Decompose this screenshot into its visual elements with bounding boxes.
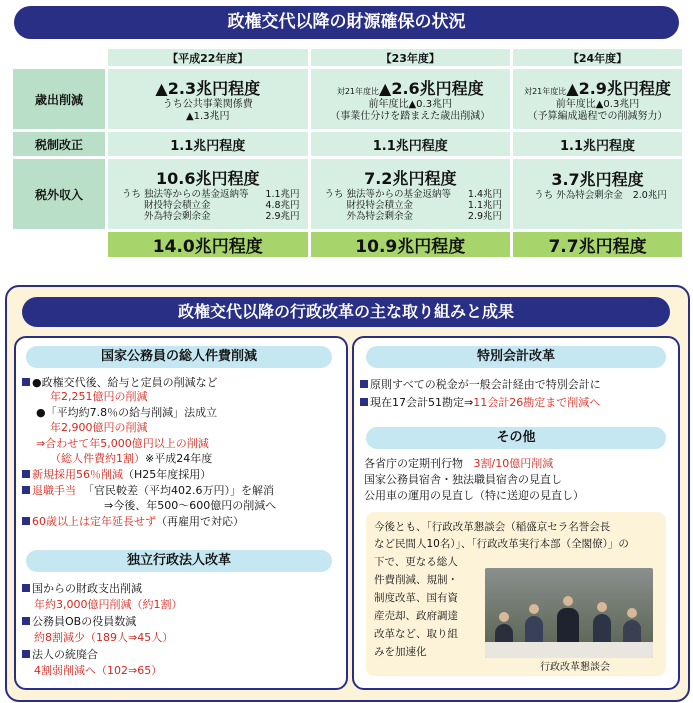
photo-table (485, 642, 653, 658)
spending-fy24 (513, 69, 682, 129)
table-corner (13, 49, 105, 66)
item-label: 財投特会積立金 (144, 200, 211, 211)
list-item (311, 200, 511, 211)
nontax-row (13, 159, 682, 229)
personnel-line: 年2,251億円の削減 (50, 390, 148, 403)
line-text: 現在17会計51勘定⇒ (370, 396, 474, 409)
spending-fy22-value: ▲2.3兆円程度 (155, 78, 261, 98)
bullet-square-icon (22, 378, 30, 386)
note-line: 下で、更なる総人 (374, 556, 458, 568)
agency-line (22, 615, 136, 629)
spending-fy24-value: ▲2.9兆円程度 (566, 78, 671, 98)
spending-fy22 (108, 69, 308, 129)
bullet-square-icon (22, 517, 30, 525)
spending-fy23 (311, 69, 511, 129)
list-item (513, 190, 682, 201)
nontax-row-label: 税外収入 (13, 159, 105, 229)
personnel-line (50, 452, 212, 466)
totals-corner (13, 232, 105, 257)
photo-caption: 行政改革懇談会 (540, 662, 610, 673)
note-line: みを加速化 (374, 646, 427, 658)
photo-figure-head (627, 608, 637, 618)
nontax-fy23 (311, 159, 511, 229)
spending-fy23-sub2: （事業仕分けを踏まえた歳出削減） (330, 110, 491, 122)
spending-fy22-sub1: うち公共事業関係費 (162, 98, 253, 110)
table-header-row (13, 49, 682, 66)
bullet-square-icon (360, 380, 368, 388)
item-label: 外為特会剰余金 (144, 211, 211, 222)
photo-figure-head (499, 612, 509, 622)
spending-fy24-sub2: （予算編成過程での削減努力） (527, 110, 668, 122)
line-text: 11会計26勘定まで削減へ (473, 396, 601, 409)
other-line: 公用車の運用の見直し（特に送迎の見直し） (364, 489, 584, 502)
list-item (108, 189, 308, 200)
special-line (360, 378, 601, 392)
bullet-square-icon (22, 486, 30, 494)
personnel-line (22, 468, 211, 482)
personnel-title: 国家公務員の総人件費削減 (26, 346, 332, 368)
item-label: 財投特会積立金 (346, 200, 414, 211)
line-text: （総人件費約1割） (50, 452, 145, 465)
line-text: 退職手当 (32, 484, 76, 497)
total-fy23: 10.9兆円程度 (311, 232, 511, 257)
list-item (311, 211, 511, 222)
line-text: 各省庁の定期刊行物 (364, 457, 463, 470)
financing-table (10, 46, 685, 260)
personnel-line: ⇒今後、年500～600億円の削減へ (104, 499, 277, 512)
other-line (364, 457, 553, 471)
header-fy24: 【24年度】 (513, 49, 682, 66)
item-label: うち 外為特会剰余金 (534, 190, 623, 201)
item-amount: 2.9兆円 (265, 211, 300, 222)
nontax-fy22 (108, 159, 308, 229)
tax-fy22: 1.1兆円程度 (108, 132, 308, 156)
special-account-title: 特別会計改革 (366, 346, 666, 368)
agency-title: 独立行政法人改革 (26, 550, 332, 572)
line-text: ●政権交代後、給与と定員の削減など (32, 376, 218, 389)
agency-line: 年約3,000億円削減（約1割） (34, 598, 183, 611)
spending-fy23-value: ▲2.6兆円程度 (379, 78, 484, 98)
line-text: 国からの財政支出削減 (32, 582, 142, 595)
tax-fy23: 1.1兆円程度 (311, 132, 511, 156)
personnel-line: ●「平均約7.8％の給与削減」法成立 (36, 406, 218, 419)
nontax-fy23-value: 7.2兆円程度 (364, 169, 457, 188)
spending-row (13, 69, 682, 129)
spending-fy22-sub2: ▲1.3兆円 (185, 110, 230, 122)
bullet-square-icon (22, 470, 30, 478)
meeting-photo (485, 568, 653, 658)
photo-figure-head (529, 604, 539, 614)
line-text: 公務員OBの役員数減 (32, 615, 137, 628)
header-fy23: 【23年度】 (311, 49, 511, 66)
personnel-line: ⇒合わせて年5,000億円以上の削減 (36, 437, 209, 450)
spending-fy24-sub1: 前年度比▲0.3兆円 (555, 98, 640, 110)
note-line: 改革など、取り組 (374, 628, 458, 640)
other-line: 国家公務員宿舎・独法職員宿舎の見直し (364, 473, 562, 486)
nontax-fy24 (513, 159, 682, 229)
note-line: 件費削減、規制・ (374, 574, 458, 586)
tax-row (13, 132, 682, 156)
item-amount: 1.4兆円 (467, 189, 503, 200)
personnel-line (22, 376, 218, 390)
item-amount: 2.0兆円 (632, 190, 667, 201)
nontax-fy24-value: 3.7兆円程度 (551, 170, 644, 189)
agency-line: 4割弱削減へ（102⇒65） (34, 664, 163, 677)
spending-row-label: 歳出削減 (13, 69, 105, 129)
line-text: （再雇用で対応） (156, 515, 244, 528)
total-fy24: 7.7兆円程度 (513, 232, 682, 257)
item-amount: 1.1兆円 (265, 189, 300, 200)
spending-fy23-sub1: 前年度比▲0.3兆円 (368, 98, 453, 110)
special-line (360, 396, 600, 410)
line-text: ※平成24年度 (145, 452, 213, 465)
line-text: 法人の統廃合 (32, 648, 98, 661)
note-line: など民間人10名）」、「行政改革実行本部（全閣僚）」の (374, 538, 629, 550)
tax-fy24: 1.1兆円程度 (513, 132, 682, 156)
list-item (311, 189, 511, 200)
photo-figure-head (597, 602, 607, 612)
photo-figure-head (563, 596, 573, 606)
bullet-square-icon (360, 398, 368, 406)
agency-line (22, 648, 98, 662)
list-item (108, 211, 308, 222)
item-amount: 2.9兆円 (467, 211, 503, 222)
financing-title: 政権交代以降の財源確保の状況 (14, 6, 679, 39)
note-line: 制度改革、国有資 (374, 592, 458, 604)
item-label: 外為特会剰余金 (346, 211, 414, 222)
totals-row (13, 232, 682, 257)
line-text: 3割/10億円削減 (473, 457, 554, 470)
note-line: 今後とも、「行政改革懇談会（稲盛京セラ名誉会長 (374, 521, 611, 533)
item-label: うち 独法等からの基金返納等 (324, 189, 452, 200)
line-text: 原則すべての税金が一般会計経由で特別会計に (370, 378, 601, 391)
item-amount: 4.8兆円 (265, 200, 300, 211)
spending-fy23-prefix: 対21年度比 (336, 86, 380, 96)
bullet-square-icon (22, 650, 30, 658)
agency-line: 約8割減少（189人⇒45人） (34, 631, 174, 644)
list-item (108, 200, 308, 211)
agency-line (22, 582, 142, 596)
line-text: 60歳以上は定年延長せず (32, 515, 156, 528)
personnel-line (22, 515, 244, 529)
nontax-fy22-value: 10.6兆円程度 (156, 169, 260, 188)
spending-fy24-prefix: 対21年度比 (524, 86, 567, 96)
note-line: 産売却、政府調達 (374, 610, 458, 622)
item-label: うち 独法等からの基金返納等 (122, 189, 249, 200)
header-fy22: 【平成22年度】 (108, 49, 308, 66)
total-fy22: 14.0兆円程度 (108, 232, 308, 257)
line-text: 新規採用56％削減 (32, 468, 123, 481)
tax-row-label: 税制改正 (13, 132, 105, 156)
bullet-square-icon (22, 584, 30, 592)
other-title: その他 (366, 427, 666, 449)
bullet-square-icon (22, 617, 30, 625)
item-amount: 1.1兆円 (467, 200, 503, 211)
line-text: （H25年度採用） (123, 468, 212, 481)
admin-reform-title: 政権交代以降の行政改革の主な取り組みと成果 (22, 297, 670, 327)
personnel-line: 年2,900億円の削減 (50, 421, 148, 434)
personnel-line (22, 484, 274, 498)
line-text: 「官民較差（平均402.6万円）」を解消 (83, 484, 274, 497)
